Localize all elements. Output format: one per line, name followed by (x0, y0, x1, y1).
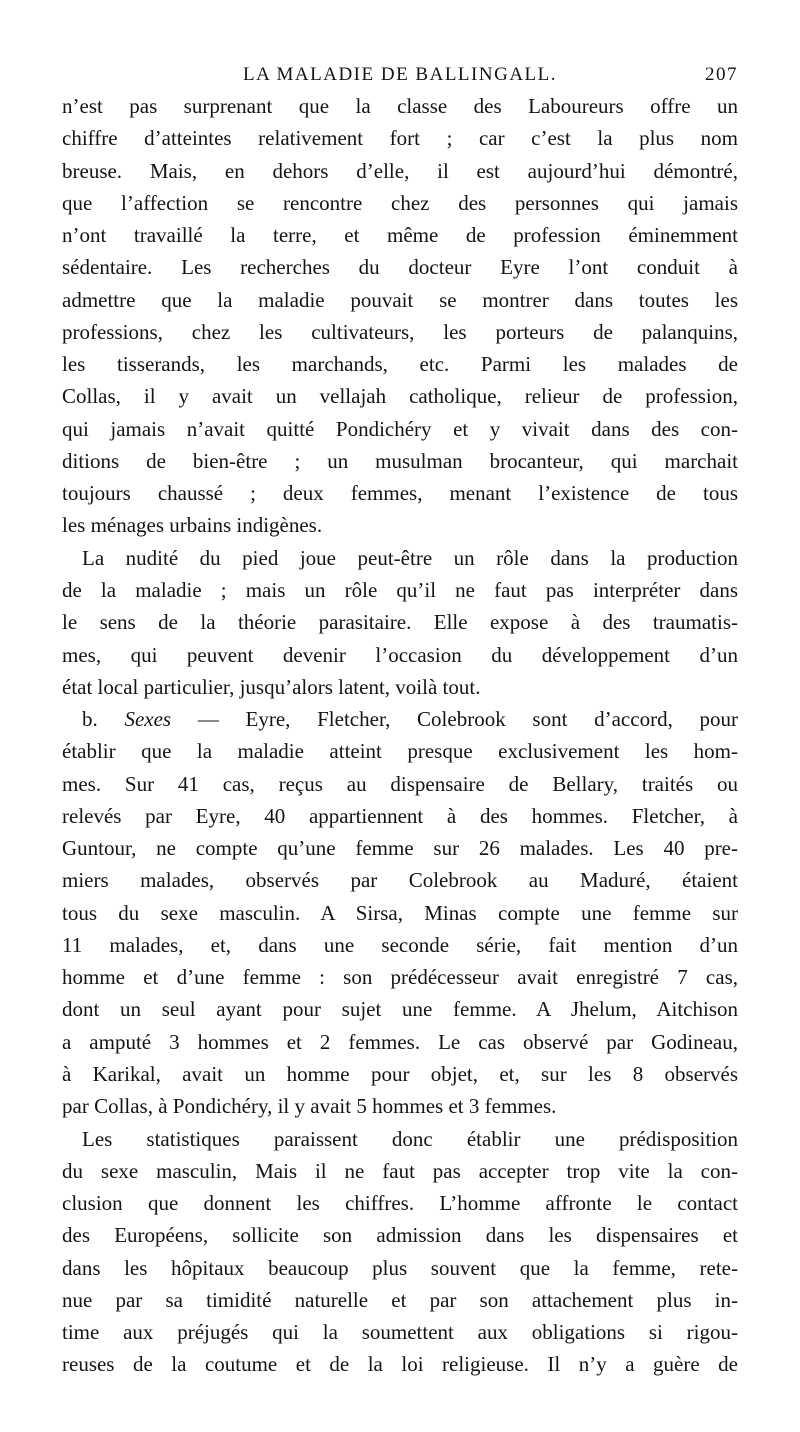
text-fragment: — Eyre, Fletcher, Colebrook sont d’accord, pour (197, 707, 738, 732)
text-line: Collas, il y avait un vellajah catholique, relieur de profession, (62, 384, 738, 409)
text-line: Les statistiques paraissent donc établir une prédisposition (82, 1126, 738, 1151)
text-line: mes, qui peuvent devenir l’occasion du développement d’un (62, 642, 738, 667)
text-line: chiffre d’atteintes relativement fort ; car c’est la plus nom (62, 126, 738, 151)
text-line: professions, chez les cultivateurs, les porteurs de palanquins, (62, 319, 738, 344)
text-line: n’ont travaillé la terre, et même de profession éminemment (62, 223, 738, 248)
section-letter: b. (82, 707, 98, 732)
text-line: breuse. Mais, en dehors d’elle, il est aujourd’hui démontré, (62, 158, 738, 183)
text-line: les tisserands, les marchands, etc. Parmi les malades de (62, 352, 738, 377)
text-line: que l’affection se rencontre chez des personnes qui jamais (62, 190, 738, 215)
text-line: relevés par Eyre, 40 appartiennent à des hommes. Fletcher, à (62, 803, 738, 828)
text-line: toujours chaussé ; deux femmes, menant l’existence de tous (62, 481, 738, 506)
text-line: tous du sexe masculin. A Sirsa, Minas compte une femme sur (62, 900, 738, 925)
text-line: Guntour, ne compte qu’une femme sur 26 malades. Les 40 pre- (62, 836, 738, 861)
text-line: 11 malades, et, dans une seconde série, fait mention d’un (62, 932, 738, 957)
body-text (62, 90, 738, 1381)
text-line: n’est pas surprenant que la classe des Laboureurs offre un (62, 94, 738, 118)
text-line: du sexe masculin, Mais il ne faut pas accepter trop vite la con- (62, 1158, 738, 1183)
text-line: a amputé 3 hommes et 2 femmes. Le cas observé par Godineau, (62, 1029, 738, 1054)
text-line: mes. Sur 41 cas, reçus au dispensaire de Bellary, traités ou (62, 771, 738, 796)
text-line: ditions de bien-être ; un musulman brocanteur, qui marchait (62, 448, 738, 473)
text-line: reuses de la coutume et de la loi religieuse. Il n’y a guère de (62, 1352, 738, 1377)
text-line: de la maladie ; mais un rôle qu’il ne faut pas interpréter dans (62, 577, 738, 602)
text-line: dont un seul ayant pour sujet une femme. A Jhelum, Aitchison (62, 997, 738, 1022)
text-line: les ménages urbains indigènes. (62, 513, 323, 538)
text-line: miers malades, observés par Colebrook au Maduré, étaient (62, 868, 738, 893)
text-line: time aux préjugés qui la soumettent aux obligations si rigou- (62, 1320, 738, 1345)
text-line: le sens de la théorie parasitaire. Elle expose à des traumatis- (62, 610, 738, 635)
text-line: des Européens, sollicite son admission dans les dispensaires et (62, 1223, 738, 1248)
section-title: Sexes (124, 707, 172, 732)
page-number: 207 (705, 64, 738, 85)
text-line: admettre que la maladie pouvait se montrer dans toutes les (62, 287, 738, 312)
text-line: dans les hôpitaux beaucoup plus souvent que la femme, rete- (62, 1255, 738, 1280)
section-heading-line (62, 703, 738, 735)
running-head (62, 64, 738, 88)
text-line: établir que la maladie atteint presque exclusivement les hom- (62, 739, 738, 764)
text-line: nue par sa timidité naturelle et par son attachement plus in- (62, 1287, 738, 1312)
running-title: LA MALADIE DE BALLINGALL. (242, 64, 557, 85)
text-line: qui jamais n’avait quitté Pondichéry et y vivait dans des con- (62, 416, 738, 441)
text-line: homme et d’une femme : son prédécesseur avait enregistré 7 cas, (62, 965, 738, 990)
text-line: La nudité du pied joue peut-être un rôle dans la production (82, 545, 738, 570)
text-line: clusion que donnent les chiffres. L’homme affronte le contact (62, 1191, 738, 1216)
text-line: à Karikal, avait un homme pour objet, et, sur les 8 observés (62, 1061, 738, 1086)
text-line: sédentaire. Les recherches du docteur Eyre l’ont conduit à (62, 255, 738, 280)
text-line: état local particulier, jusqu’alors latent, voilà tout. (62, 674, 481, 699)
text-line: par Collas, à Pondichéry, il y avait 5 hommes et 3 femmes. (62, 1094, 557, 1119)
